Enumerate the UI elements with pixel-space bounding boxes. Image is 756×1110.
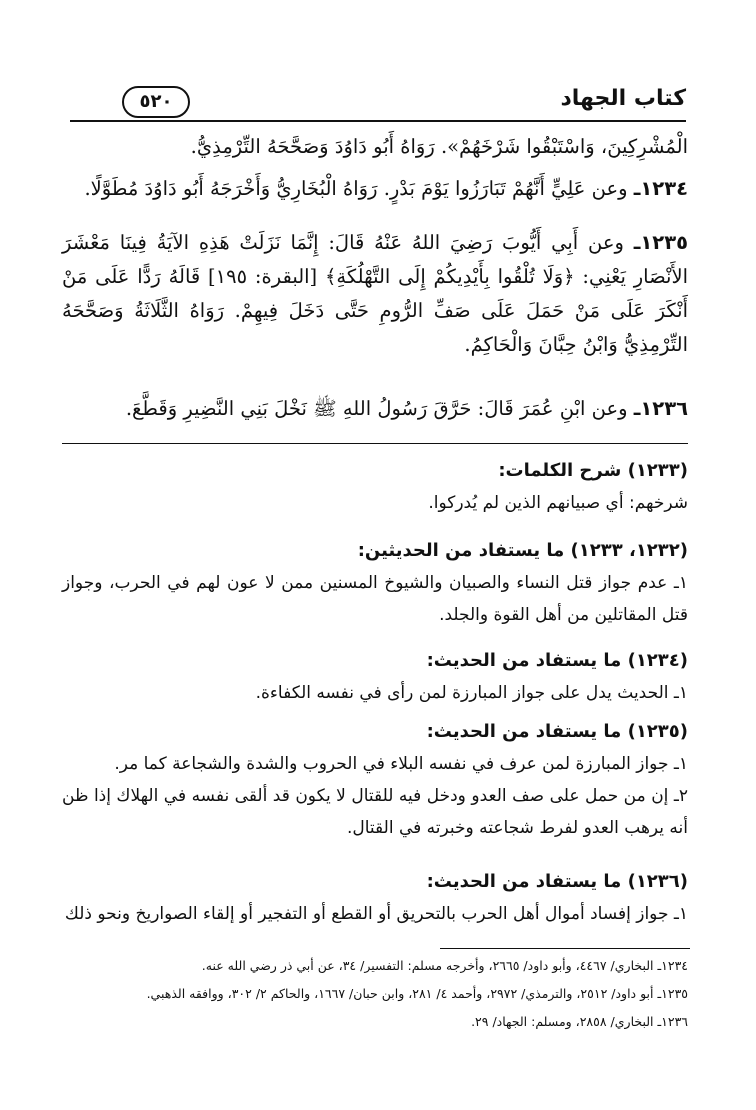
hadith-continuation: [62, 130, 688, 164]
hadith-text: وعن عَلِيٍّ أَنَّهُمْ تَبَارَزُوا يَوْمَ بَدْرٍ. رَوَاهُ الْبُخَارِيُّ وَأَخْرَجَهُ أَبُو دَاوُدَ مُطَوَّلًا.: [84, 177, 628, 200]
section-word-explanation: [62, 455, 688, 519]
section-line: ١ـ عدم جواز قتل النساء والصبيان والشيوخ المسنين ممن لا عون لهم في الحرب، وجواز قتل المقاتلين من أهل القوة والجلد.: [62, 573, 688, 625]
section-title: (١٢٣٤) ما يستفاد من الحديث:: [426, 650, 688, 671]
footnote-divider: [440, 948, 690, 949]
footnote-1234: ١٢٣٤ـ البخاري/ ٤٤٦٧، وأبو داود/ ٢٦٦٥، وأخرجه مسلم: التفسير/ ٣٤، عن أبي ذر رضي الله عنه.: [201, 958, 688, 973]
section-line: ١ـ جواز المبارزة لمن عرف في نفسه البلاء في الحروب والشدة والشجاعة كما مر.: [114, 754, 688, 774]
section-title: (١٢٣٥) ما يستفاد من الحديث:: [426, 721, 688, 742]
section-benefits-1234: [62, 645, 688, 709]
hadith-text: وعن أَبِي أَيُّوبَ رَضِيَ اللهُ عَنْهُ قَالَ: إِنَّمَا نَزَلَتْ هَذِهِ الآيَةُ فِينَا مَعْشَرَ الأَنْصَارِ يَعْنِي: ﴿وَلَا تُلْقُوا بِأَيْدِيكُمْ إِلَى التَّهْلُكَةِ﴾ [البقرة: ١٩٥] قَالَهُ رَدًّا عَلَى مَنْ أَنْكَرَ عَلَى مَنْ حَمَلَ عَلَى صَفِّ الرُّومِ حَتَّى دَخَلَ فِيهِمْ. رَوَاهُ الثَّلَاثَةُ وَصَحَّحَهُ التِّرْمِذِيُّ وَابْنُ حِبَّانَ وَالْحَاكِمُ.: [62, 231, 688, 356]
page-number: ٥٢٠: [122, 86, 190, 118]
hadith-1236: [62, 392, 688, 426]
section-divider: [62, 443, 688, 444]
section-line: ٢ـ إن من حمل على صف العدو ودخل فيه للقتال لا يكون قد ألقى نفسه في الهلاك إذا ظن أنه يرهب العدو لفرط شجاعته وخبرته في القتال.: [62, 786, 688, 838]
hadith-number: ١٢٣٦ـ: [633, 397, 688, 420]
section-line: ١ـ جواز إفساد أموال أهل الحرب بالتحريق أو القطع أو التفجير أو إلقاء الصواريخ ونحو ذلك: [64, 904, 688, 924]
hadith-text: الْمُشْرِكِينَ، وَاسْتَبْقُوا شَرْخَهُمْ». رَوَاهُ أَبُو دَاوُدَ وَصَحَّحَهُ التِّرْمِذِيُّ.: [190, 135, 688, 158]
section-benefits-1235: [62, 716, 688, 844]
hadith-text: وعن ابْنِ عُمَرَ قَالَ: حَرَّقَ رَسُولُ اللهِ ﷺ نَخْلَ بَنِي النَّضِيرِ وَقَطَّعَ.: [125, 397, 628, 420]
hadith-1234: [62, 172, 688, 206]
section-title: (١٢٣٣) شرح الكلمات:: [498, 460, 688, 481]
hadith-1235: [62, 226, 688, 362]
section-benefits-1232-1233: [62, 535, 688, 631]
book-title: كتاب الجهاد: [560, 86, 686, 111]
footnote-1235: ١٢٣٥ـ أبو داود/ ٢٥١٢، والترمذي/ ٢٩٧٢، وأحمد ٤/ ٢٨١، وابن حبان/ ١٦٦٧، والحاكم ٢/ ٣٠٢، ووافقه الذهبي.: [146, 986, 688, 1001]
header-divider: [70, 120, 686, 122]
section-title: (١٢٣٦) ما يستفاد من الحديث:: [426, 871, 688, 892]
section-title: (١٢٣٢، ١٢٣٣) ما يستفاد من الحديثين:: [357, 540, 688, 561]
hadith-number: ١٢٣٥ـ: [633, 231, 689, 254]
footnote-1236: ١٢٣٦ـ البخاري/ ٢٨٥٨، ومسلم: الجهاد/ ٢٩.: [471, 1014, 688, 1029]
hadith-number: ١٢٣٤ـ: [633, 177, 688, 200]
section-line: شرخهم: أي صبيانهم الذين لم يُدركوا.: [428, 493, 688, 513]
section-line: ١ـ الحديث يدل على جواز المبارزة لمن رأى في نفسه الكفاءة.: [255, 683, 688, 703]
page-header: [70, 82, 686, 122]
section-benefits-1236: [62, 866, 688, 930]
